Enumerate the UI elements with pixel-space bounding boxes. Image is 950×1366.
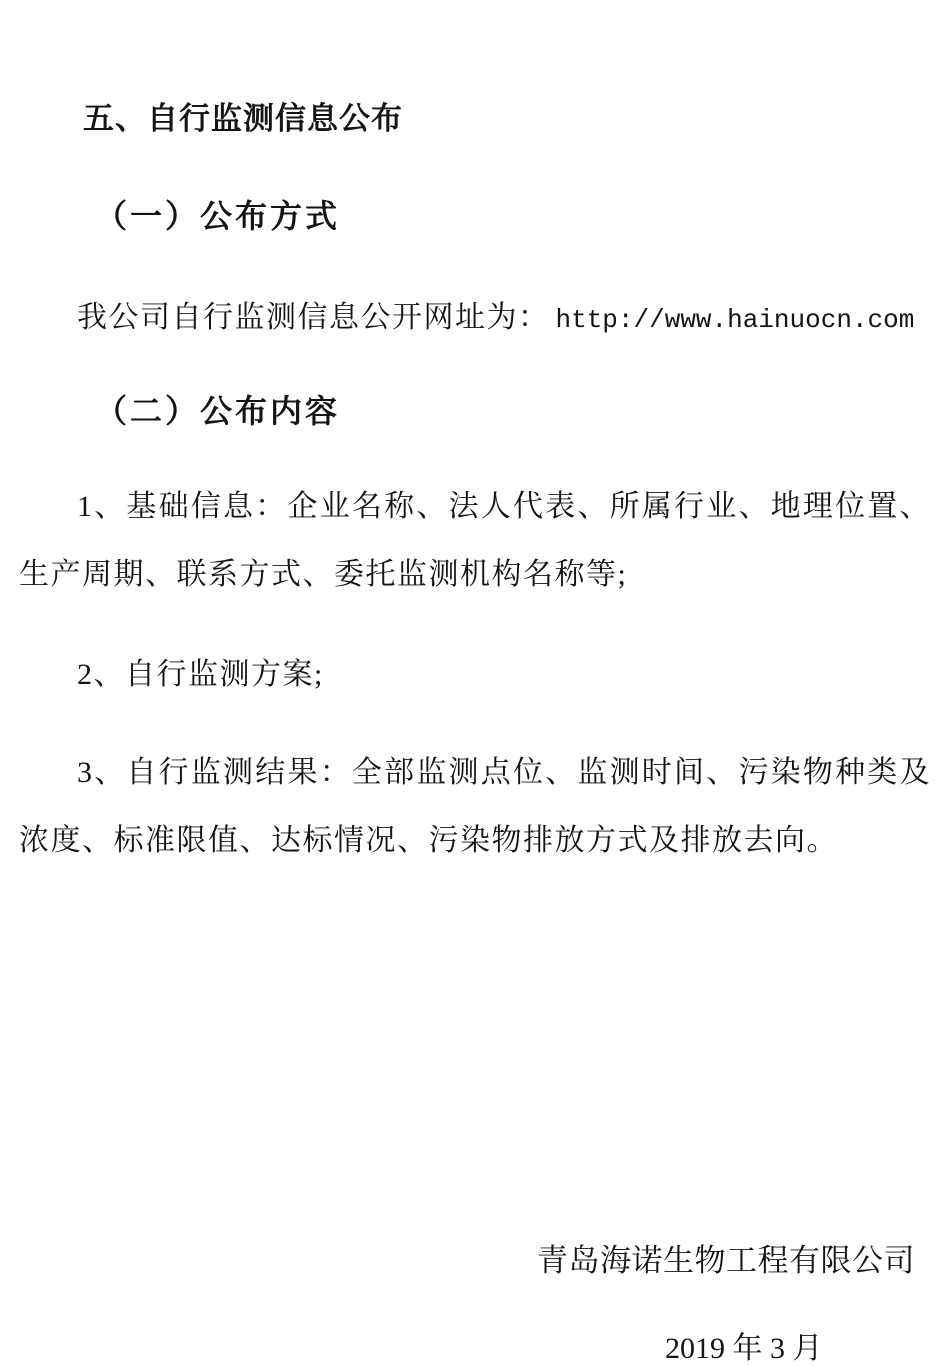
paragraph-line: 3、自行监测结果：全部监测点位、监测时间、污染物种类及: [77, 756, 931, 789]
paragraph-line: 1、基础信息：企业名称、法人代表、所属行业、地理位置、: [77, 490, 931, 523]
content-item-monitoring-plan: [19, 641, 931, 709]
paragraph-line: 浓度、标准限值、达标情况、污染物排放方式及排放去向。: [19, 824, 838, 857]
paragraph-line: 生产周期、联系方式、委托监测机构名称等;: [19, 558, 628, 591]
publish-date: 2019 年 3 月: [665, 1332, 823, 1365]
publish-url-prefix: 我公司自行监测信息公开网址为：: [77, 301, 550, 334]
paragraph-line: 2、自行监测方案;: [77, 658, 324, 691]
subsection-2-title: （二）公布内容: [95, 393, 341, 429]
company-name: 青岛海诺生物工程有限公司: [537, 1243, 915, 1278]
publish-url-line: [19, 284, 931, 354]
monitoring-url-text: http://www.hainuocn.com: [555, 305, 915, 335]
subsection-1-title: （一）公布方式: [95, 198, 341, 234]
content-item-basic-info: [19, 473, 931, 609]
content-item-monitoring-results: [19, 739, 931, 875]
section-heading: 五、自行监测信息公布: [83, 101, 403, 136]
